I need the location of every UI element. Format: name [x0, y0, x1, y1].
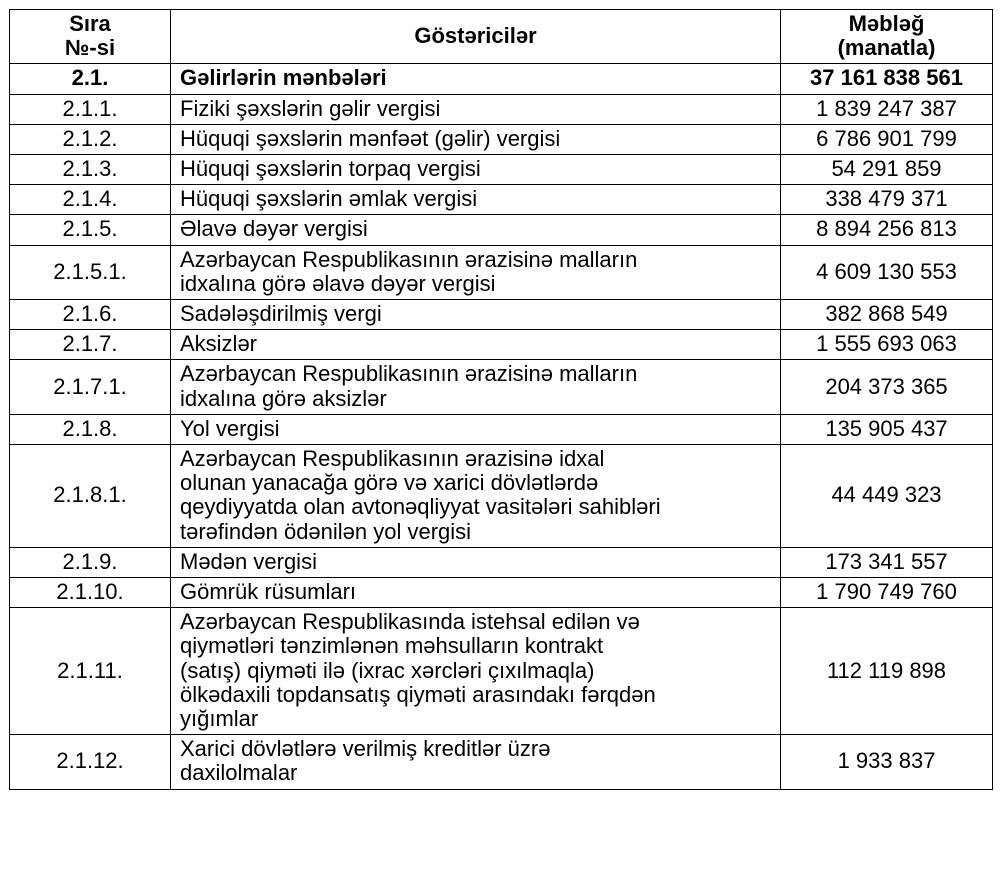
indicator-line: Aksizlər — [180, 331, 258, 357]
indicator-line: Azərbaycan Respublikasının ərazisinə malların — [180, 361, 638, 387]
document-page — [9, 9, 993, 790]
row-indicator — [171, 445, 781, 548]
row-amount: 204 373 365 — [781, 360, 993, 414]
row-indicator — [171, 124, 781, 154]
row-number: 2.1.2. — [10, 124, 171, 154]
row-indicator — [171, 300, 781, 330]
row-indicator — [171, 414, 781, 444]
header-index-line1: Sıra — [69, 11, 111, 36]
indicator-line: qiymətləri tənzimlənən məhsulların kontrakt — [180, 633, 604, 659]
indicator-line: Mədən vergisi — [180, 548, 317, 574]
row-amount: 135 905 437 — [781, 414, 993, 444]
indicator-line: Hüquqi şəxslərin mənfəət (gəlir) vergisi — [180, 125, 561, 151]
row-number: 2.1.4. — [10, 185, 171, 215]
row-amount: 6 786 901 799 — [781, 124, 993, 154]
row-amount: 54 291 859 — [781, 155, 993, 185]
indicator-line: tərəfindən ödənilən yol vergisi — [180, 518, 472, 544]
header-amount-line1: Məbləğ — [848, 11, 925, 36]
table-row — [10, 547, 993, 577]
indicator-line: Hüquqi şəxslərin əmlak vergisi — [180, 186, 478, 212]
row-number: 2.1.3. — [10, 155, 171, 185]
row-indicator — [171, 245, 781, 299]
row-number: 2.1.5.1. — [10, 245, 171, 299]
table-row — [10, 185, 993, 215]
row-number: 2.1.7. — [10, 330, 171, 360]
row-amount: 1 933 837 — [781, 735, 993, 789]
table-row — [10, 330, 993, 360]
indicator-line: (satış) qiyməti ilə (ixrac xərcləri çıxılmaqla) — [180, 657, 595, 683]
table-row — [10, 578, 993, 608]
indicator-line: Yol vergisi — [180, 415, 280, 441]
row-amount: 4 609 130 553 — [781, 245, 993, 299]
row-number: 2.1.12. — [10, 735, 171, 789]
row-number: 2.1. — [10, 64, 171, 94]
row-amount: 382 868 549 — [781, 300, 993, 330]
table-row — [10, 608, 993, 735]
indicator-line: Sadələşdirilmiş vergi — [180, 301, 382, 327]
row-indicator — [171, 608, 781, 735]
header-index — [10, 10, 171, 64]
row-number: 2.1.11. — [10, 608, 171, 735]
indicator-line: Azərbaycan Respublikasının ərazisinə malların — [180, 246, 638, 272]
indicator-line: Gəlirlərin mənbələri — [180, 65, 387, 91]
row-indicator — [171, 215, 781, 245]
indicator-line: qeydiyyatda olan avtonəqliyyat vasitələri sahibləri — [180, 494, 661, 520]
row-number: 2.1.5. — [10, 215, 171, 245]
indicator-line: yığımlar — [180, 706, 259, 732]
row-number: 2.1.9. — [10, 547, 171, 577]
table-row — [10, 735, 993, 789]
indicator-line: Xarici dövlətlərə verilmiş kreditlər üzrə — [180, 736, 551, 762]
indicator-line: Fiziki şəxslərin gəlir vergisi — [180, 95, 441, 121]
table-row — [10, 245, 993, 299]
revenue-table — [9, 9, 993, 790]
row-amount: 44 449 323 — [781, 445, 993, 548]
table-row — [10, 414, 993, 444]
indicator-line: Hüquqi şəxslərin torpaq vergisi — [180, 156, 481, 182]
row-amount: 1 790 749 760 — [781, 578, 993, 608]
row-amount: 112 119 898 — [781, 608, 993, 735]
table-row — [10, 94, 993, 124]
header-row — [10, 10, 993, 64]
table-row — [10, 64, 993, 94]
table-row — [10, 124, 993, 154]
table-body — [10, 64, 993, 789]
indicator-line: Əlavə dəyər vergisi — [180, 216, 368, 242]
table-row — [10, 300, 993, 330]
header-amount-line2: (manatla) — [837, 35, 936, 61]
row-number: 2.1.8.1. — [10, 445, 171, 548]
indicator-line: Azərbaycan Respublikasının ərazisinə idxal — [180, 446, 605, 472]
row-indicator — [171, 155, 781, 185]
indicator-line: daxilolmalar — [180, 760, 298, 786]
table-row — [10, 360, 993, 414]
row-amount: 8 894 256 813 — [781, 215, 993, 245]
row-amount: 1 839 247 387 — [781, 94, 993, 124]
indicator-line: Gömrük rüsumları — [180, 579, 357, 605]
table-row — [10, 215, 993, 245]
table-row — [10, 155, 993, 185]
indicator-line: idxalına görə əlavə dəyər vergisi — [180, 270, 496, 296]
table-row — [10, 445, 993, 548]
row-amount: 338 479 371 — [781, 185, 993, 215]
row-indicator — [171, 547, 781, 577]
header-index-line2: №-si — [64, 35, 116, 61]
row-indicator — [171, 578, 781, 608]
row-number: 2.1.7.1. — [10, 360, 171, 414]
row-indicator — [171, 64, 781, 94]
row-amount: 37 161 838 561 — [781, 64, 993, 94]
header-indicator: Göstəricilər — [171, 10, 781, 64]
row-indicator — [171, 330, 781, 360]
indicator-line: idxalına görə aksizlər — [180, 385, 387, 411]
row-number: 2.1.8. — [10, 414, 171, 444]
row-indicator — [171, 360, 781, 414]
row-indicator — [171, 735, 781, 789]
table-header — [10, 10, 993, 64]
row-number: 2.1.1. — [10, 94, 171, 124]
indicator-line: Azərbaycan Respublikasında istehsal edilən və — [180, 609, 640, 635]
indicator-line: olunan yanacağa görə və xarici dövlətlərdə — [180, 470, 599, 496]
row-indicator — [171, 94, 781, 124]
row-number: 2.1.10. — [10, 578, 171, 608]
row-amount: 1 555 693 063 — [781, 330, 993, 360]
row-indicator — [171, 185, 781, 215]
row-number: 2.1.6. — [10, 300, 171, 330]
row-amount: 173 341 557 — [781, 547, 993, 577]
indicator-line: ölkədaxili topdansatış qiyməti arasındakı fərqdən — [180, 681, 656, 707]
header-amount — [781, 10, 993, 64]
